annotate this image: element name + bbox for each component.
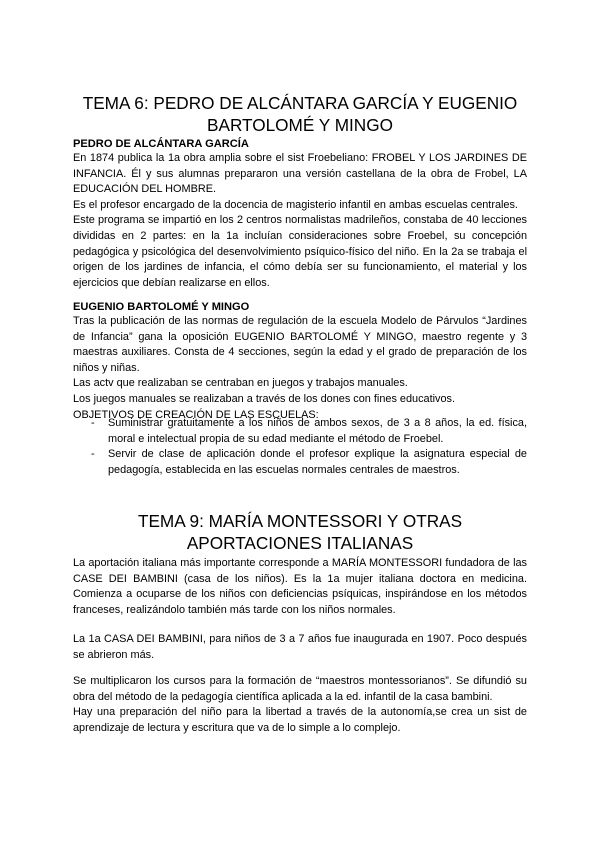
tema6-title: TEMA 6: PEDRO DE ALCÁNTARA GARCÍA Y EUGENIO BARTOLOMÉ Y MINGO xyxy=(82,93,518,135)
paragraph: Se multiplicaron los cursos para la formación de “maestros montessorianos”. Se difundió su obra del método de la pedagogía científica aplicada a la ed. infantil de la casa bambini. xyxy=(73,675,527,703)
paragraph: Tras la publicación de las normas de regulación de la escuela Modelo de Párvulos “Jardines de Infancia” gana la oposición EUGENIO BARTOLOMÉ Y MINGO, maestro regente y 3 maestras auxiliares. Consta de 4 secciones, según la edad y el grado de preparación de los niños y niñas. xyxy=(73,315,527,374)
tema9-title: TEMA 9: MARÍA MONTESSORI Y OTRAS APORTACIONES ITALIANAS xyxy=(137,511,463,553)
paragraph: OBJETIVOS DE CREACIÓN DE LAS ESCUELAS: xyxy=(73,408,319,421)
eugenio-heading: EUGENIO BARTOLOMÉ Y MINGO xyxy=(73,301,250,313)
montessori-p1: La aportación italiana más importante corresponde a MARÍA MONTESSORI fundadora de las CASE DEI BAMBINI (casa de los niños). Es la 1a mujer italiana doctora en medicina. Comienza a ocuparse de los niños con deficiencias psíquicas, inspirándose en los métodos franceses, realizándolo también más tarde con los niños normales. xyxy=(73,557,527,616)
montessori-p3 xyxy=(73,674,527,736)
pedro-heading: PEDRO DE ALCÁNTARA GARCÍA xyxy=(73,138,249,150)
objectives-list xyxy=(73,416,527,478)
montessori-p2: La 1a CASA DEI BAMBINI, para niños de 3 a 7 años fue inaugurada en 1907. Poco después se abrieron más. xyxy=(73,633,527,661)
list-item: - Suministrar gratuitamente a los niños de ambos sexos, de 3 a 8 años, la ed. física, moral e intelectual propia de su edad mediante el método de Froebel. xyxy=(73,416,527,447)
paragraph: Es el profesor encargado de la docencia de magisterio infantil en ambas escuelas centrales. xyxy=(73,198,518,211)
paragraph: Las actv que realizaban se centraban en juegos y trabajos manuales. xyxy=(73,377,408,390)
eugenio-body xyxy=(73,314,527,423)
list-item: - Servir de clase de aplicación donde el profesor explique la asignatura especial de pedagogía, establecida en las escuelas normales centrales de maestros. xyxy=(73,447,527,478)
pedro-body xyxy=(73,151,527,291)
paragraph: Hay una preparación del niño para la libertad a través de la autonomía,se crea un sist de aprendizaje de lectura y escritura que va de lo simple a lo complejo. xyxy=(73,706,527,734)
paragraph: Los juegos manuales se realizaban a través de los dones con fines educativos. xyxy=(73,392,456,405)
paragraph: En 1874 publica la 1a obra amplia sobre el sist Froebeliano: FROBEL Y LOS JARDINES DE INFANCIA. Él y sus alumnas prepararon una versión castellana de la obra de Frobel, LA EDUCACIÓN DEL HOMBRE. xyxy=(73,152,527,196)
paragraph: Este programa se impartió en los 2 centros normalistas madrileños, constaba de 40 lecciones divididas en 2 partes: en la 1a incluían consideraciones sobre Froebel, su concepción pedagógica y psicológica del desenvolvimiento psíquico-físico del niño. En la 2a se trabaja el origen de los jardines de infancia, el cómo debía ser su funcionamiento, el material y los ejercicios que debían realizarse en ellos. xyxy=(73,214,527,289)
